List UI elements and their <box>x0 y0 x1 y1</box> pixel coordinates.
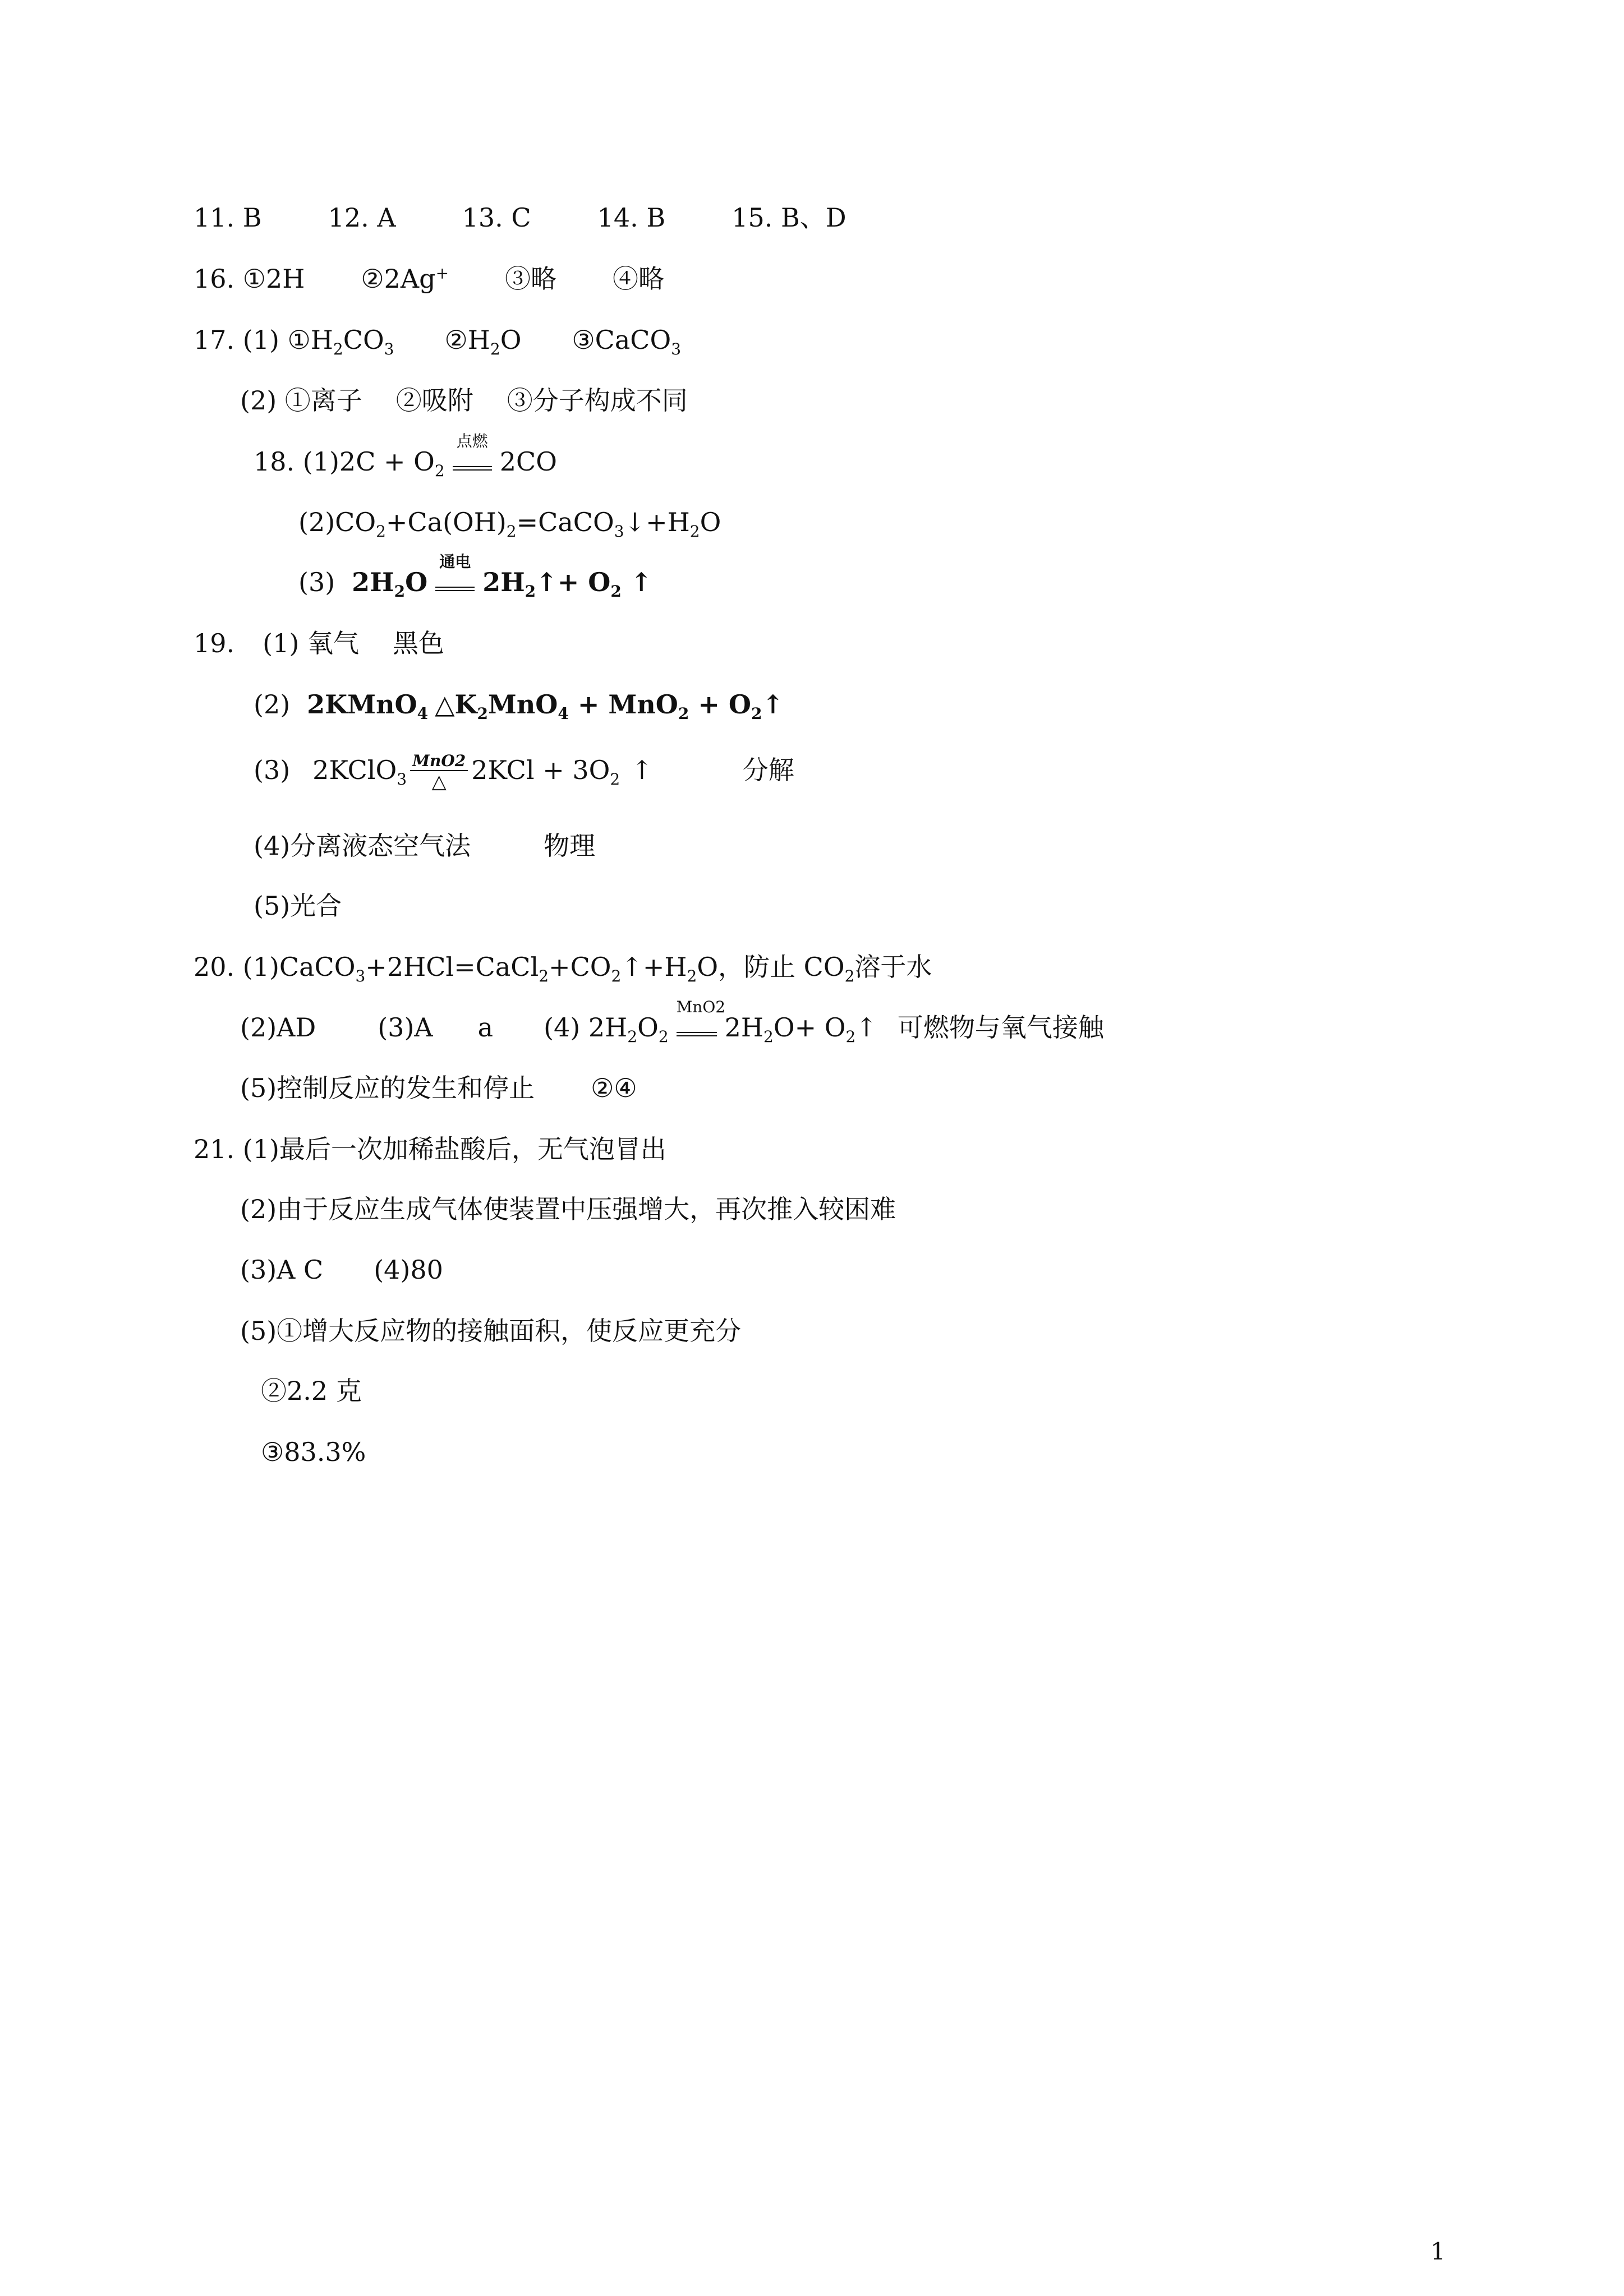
answer-line-21-5-3 <box>261 1435 366 1469</box>
text-run: O <box>700 507 721 537</box>
answer-line-18-2 <box>298 505 721 539</box>
subscript: 2 <box>844 967 855 986</box>
answer-12: 12. A <box>328 202 396 233</box>
text-run: 2KClO <box>312 755 397 785</box>
text-run: 溶于水 <box>854 952 932 982</box>
subscript: 2 <box>610 770 620 789</box>
text-run: 点燃 <box>456 432 488 450</box>
subscript: 2 <box>627 1027 638 1046</box>
text-run: △ <box>431 771 447 793</box>
text-run: (2) <box>254 689 291 720</box>
text-run: 20. (1)CaCO <box>194 952 356 982</box>
reaction-condition-rule <box>453 469 492 471</box>
text-run: O <box>637 1012 659 1043</box>
text-run: (5)光合 <box>254 891 342 921</box>
text-run: O，防止 CO <box>697 952 845 982</box>
reaction-condition-rule <box>435 590 475 591</box>
answer-line-18-3 <box>298 552 652 601</box>
reaction-condition-rule <box>435 587 475 588</box>
subscript: 2 <box>658 1027 669 1046</box>
text-run: +2HCl=CaCl <box>365 952 539 982</box>
subscript: 2 <box>333 340 343 359</box>
answer-line-19-1 <box>194 626 444 660</box>
text-run: CO <box>343 325 384 355</box>
text-run: O+ O <box>773 1012 846 1043</box>
subscript: 2 <box>394 582 406 601</box>
text-run: 分解 <box>742 755 794 785</box>
answer-15: 15. B、D <box>732 202 846 233</box>
subscript: 2 <box>477 704 488 723</box>
subscript: 2 <box>525 582 536 601</box>
subscript: 3 <box>355 967 366 986</box>
text-run: (4)80 <box>374 1255 443 1285</box>
subscript: 3 <box>384 340 394 359</box>
subscript: 2 <box>689 522 700 541</box>
text-run: (2) ①离子 <box>240 385 362 416</box>
text-run: (2)由于反应生成气体使装置中压强增大，再次推入较困难 <box>240 1194 896 1224</box>
answer-line-19-3 <box>254 748 794 792</box>
answer-16-4: ④略 <box>613 264 665 294</box>
text-run: + MnO <box>568 689 678 720</box>
text-run: 通电 <box>439 552 471 571</box>
text-run: 2KCl + 3O <box>471 755 610 785</box>
answer-line-17-2 <box>240 384 688 417</box>
answer-line-16 <box>194 262 664 296</box>
text-run: ↑ <box>630 567 652 597</box>
answer-line-21-5-2 <box>261 1374 362 1408</box>
subscript: 3 <box>614 522 624 541</box>
text-run: (5)控制反应的发生和停止 <box>240 1073 535 1103</box>
subscript: 2 <box>763 1027 774 1046</box>
text-run: 2CO <box>499 446 557 477</box>
answer-line-19-2 <box>254 688 784 721</box>
text-run: ↑+H <box>621 952 687 982</box>
text-run: ↓+H <box>624 507 690 537</box>
subscript: 2 <box>678 704 689 723</box>
text-run: 可燃物与氧气接触 <box>897 1012 1104 1043</box>
reaction-condition-rule <box>677 1032 717 1033</box>
superscript: + <box>435 264 449 283</box>
answer-line-17-1 <box>194 323 681 357</box>
text-run: ②2.2 克 <box>261 1376 362 1406</box>
answer-line-18-1 <box>254 432 557 481</box>
subscript: 4 <box>558 704 569 723</box>
text-run: 19. <box>194 628 235 658</box>
text-run: ↑+ O <box>536 567 611 597</box>
text-run: 21. (1)最后一次加稀盐酸后，无气泡冒出 <box>194 1134 666 1164</box>
answer-line-21-3 <box>240 1253 443 1287</box>
text-run: MnO2 <box>676 998 726 1016</box>
answer-line-19-4 <box>254 829 595 863</box>
text-run: 18. (1)2C + O <box>254 446 435 477</box>
text-run: ↑ <box>855 1012 877 1043</box>
subscript: 2 <box>610 582 622 601</box>
answer-line-21-1 <box>194 1132 666 1166</box>
text-run: (2)AD <box>240 1012 316 1043</box>
text-run: 2KMnO <box>307 689 417 720</box>
subscript: 4 <box>417 704 429 723</box>
subscript: 2 <box>506 522 517 541</box>
text-run: 物理 <box>544 831 596 861</box>
reaction-condition-rule <box>453 466 492 467</box>
text-run: (5)①增大反应物的接触面积，使反应更充分 <box>240 1316 742 1346</box>
text-run: ②④ <box>591 1073 637 1103</box>
answer-11: 11. B <box>194 202 262 233</box>
subscript: 3 <box>671 340 682 359</box>
subscript: 2 <box>751 704 762 723</box>
text-run: O <box>500 325 522 355</box>
catalyst-fraction <box>410 752 468 792</box>
subscript: 2 <box>611 967 622 986</box>
text-run: ↑ <box>631 755 653 785</box>
text-run: MnO <box>487 689 558 720</box>
text-run: a <box>477 1012 494 1043</box>
text-run: (4) 2H <box>544 1012 628 1043</box>
subscript: 2 <box>490 340 500 359</box>
text-run: +Ca(OH) <box>385 507 507 537</box>
subscript: 3 <box>397 770 407 789</box>
text-run: 2H <box>724 1012 764 1043</box>
text-run: 2H <box>482 567 525 597</box>
page-number: 1 <box>1430 2238 1446 2265</box>
text-run: ③CaCO <box>572 325 671 355</box>
text-run: =CaCO <box>516 507 614 537</box>
text-run: (3)A C <box>240 1255 324 1285</box>
text-run: MnO2 <box>410 752 468 771</box>
answer-line-21-2 <box>240 1192 896 1226</box>
text-run: (3)A <box>378 1012 433 1043</box>
subscript: 2 <box>687 967 697 986</box>
answer-16-1: 16. ①2H <box>194 264 305 294</box>
text-run: (3) <box>254 755 291 785</box>
answer-line-19-5 <box>254 889 342 923</box>
text-run: ③分子构成不同 <box>507 385 688 416</box>
text-run: △K <box>435 689 477 720</box>
text-run: (1) 氧气 <box>263 628 359 658</box>
text-run: 2H <box>352 567 394 597</box>
answer-13: 13. C <box>462 202 531 233</box>
subscript: 2 <box>376 522 386 541</box>
answer-line-20-1 <box>194 950 932 984</box>
text-run: ②H <box>444 325 490 355</box>
text-run: + O <box>689 689 751 720</box>
reaction-condition <box>676 998 726 1036</box>
reaction-condition <box>435 552 475 591</box>
text-run: ③83.3% <box>261 1437 366 1467</box>
subscript: 2 <box>539 967 549 986</box>
text-run: (2)CO <box>298 507 376 537</box>
reaction-condition-rule <box>677 1035 717 1036</box>
answer-line-11-15 <box>194 201 846 234</box>
subscript: 2 <box>845 1027 856 1046</box>
answer-16-3: ③略 <box>505 264 557 294</box>
text-run: ②吸附 <box>395 385 473 416</box>
answer-line-20-2 <box>240 998 1104 1046</box>
text-run: ↑ <box>762 689 784 720</box>
answer-line-21-5 <box>240 1314 741 1348</box>
answer-line-20-5 <box>240 1071 637 1105</box>
text-run: +CO <box>549 952 611 982</box>
reaction-condition <box>453 432 492 471</box>
text-run: (4)分离液态空气法 <box>254 831 471 861</box>
subscript: 2 <box>434 462 445 481</box>
answer-16-2: ②2Ag <box>361 264 436 294</box>
text-run: O <box>405 567 428 597</box>
text-run: 17. (1) ①H <box>194 325 333 355</box>
text-run: (3) <box>298 567 335 597</box>
answer-14: 14. B <box>597 202 666 233</box>
text-run: 黑色 <box>392 628 444 658</box>
